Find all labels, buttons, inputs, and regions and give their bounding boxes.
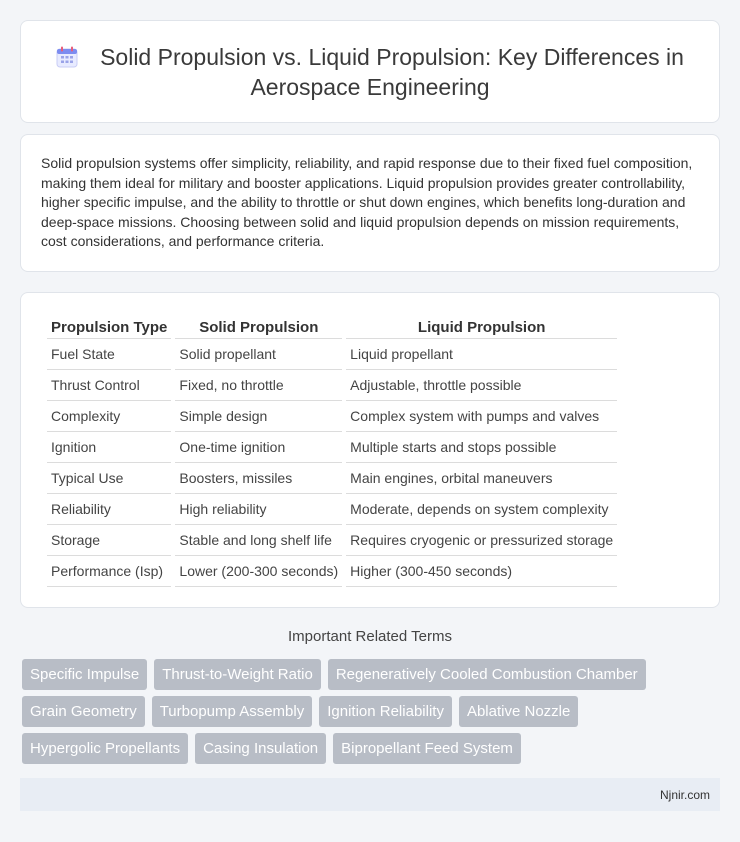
column-header: Propulsion Type	[47, 313, 171, 339]
table-cell: Requires cryogenic or pressurized storage	[346, 525, 617, 556]
related-terms	[22, 659, 722, 770]
table-cell: Ignition	[47, 432, 171, 463]
title-card	[20, 20, 720, 123]
table-cell: Liquid propellant	[346, 339, 617, 370]
page-title	[50, 42, 690, 102]
table-cell: Higher (300-450 seconds)	[346, 556, 617, 587]
table-row	[47, 463, 617, 494]
table-cell: Simple design	[175, 401, 342, 432]
column-header: Liquid Propulsion	[346, 313, 617, 339]
table-cell: One-time ignition	[175, 432, 342, 463]
table-header-row	[47, 313, 617, 339]
term-tag[interactable]: Casing Insulation	[195, 733, 326, 764]
term-tag[interactable]: Turbopump Assembly	[152, 696, 313, 727]
table-cell: Stable and long shelf life	[175, 525, 342, 556]
table-cell: Multiple starts and stops possible	[346, 432, 617, 463]
table-cell: Moderate, depends on system complexity	[346, 494, 617, 525]
term-tag[interactable]: Grain Geometry	[22, 696, 145, 727]
table-row	[47, 401, 617, 432]
table-row	[47, 370, 617, 401]
table-row	[47, 494, 617, 525]
calendar-icon	[56, 46, 78, 68]
term-tag[interactable]: Thrust-to-Weight Ratio	[154, 659, 321, 690]
table-cell: Boosters, missiles	[175, 463, 342, 494]
term-tag[interactable]: Ignition Reliability	[319, 696, 452, 727]
summary-card	[20, 134, 720, 272]
column-header: Solid Propulsion	[175, 313, 342, 339]
table-cell: High reliability	[175, 494, 342, 525]
table-cell: Fixed, no throttle	[175, 370, 342, 401]
table-cell: Main engines, orbital maneuvers	[346, 463, 617, 494]
term-tag[interactable]: Regeneratively Cooled Combustion Chamber	[328, 659, 646, 690]
table-cell: Adjustable, throttle possible	[346, 370, 617, 401]
table-cell: Solid propellant	[175, 339, 342, 370]
summary-text: Solid propulsion systems offer simplicity, reliability, and rapid response due to their fixed fuel composition, making them ideal for military and booster applications. Liquid propulsion provides greater controllability, higher specific impulse, and the ability to throttle or shut down engines, which benefits long-duration and deep-space missions. Choosing between solid and liquid propulsion depends on mission requirements, cost considerations, and performance criteria.	[41, 155, 693, 250]
table-cell: Lower (200-300 seconds)	[175, 556, 342, 587]
table-cell: Storage	[47, 525, 171, 556]
term-tag[interactable]: Hypergolic Propellants	[22, 733, 188, 764]
term-tag[interactable]: Specific Impulse	[22, 659, 147, 690]
footer	[20, 778, 720, 811]
table-cell: Reliability	[47, 494, 171, 525]
table-row	[47, 556, 617, 587]
table-row	[47, 525, 617, 556]
table-cell: Performance (Isp)	[47, 556, 171, 587]
table-cell: Typical Use	[47, 463, 171, 494]
table-cell: Thrust Control	[47, 370, 171, 401]
table-cell: Complexity	[47, 401, 171, 432]
table-cell: Fuel State	[47, 339, 171, 370]
related-terms-heading: Important Related Terms	[288, 628, 452, 645]
page-title-text: Solid Propulsion vs. Liquid Propulsion: Key Differences in Aerospace Engineering	[100, 43, 684, 100]
table-row	[47, 339, 617, 370]
table-cell: Complex system with pumps and valves	[346, 401, 617, 432]
comparison-table	[43, 313, 621, 587]
table-row	[47, 432, 617, 463]
comparison-card	[20, 292, 720, 608]
term-tag[interactable]: Ablative Nozzle	[459, 696, 578, 727]
term-tag[interactable]: Bipropellant Feed System	[333, 733, 521, 764]
footer-site-name[interactable]: Njnir.com	[659, 788, 710, 802]
